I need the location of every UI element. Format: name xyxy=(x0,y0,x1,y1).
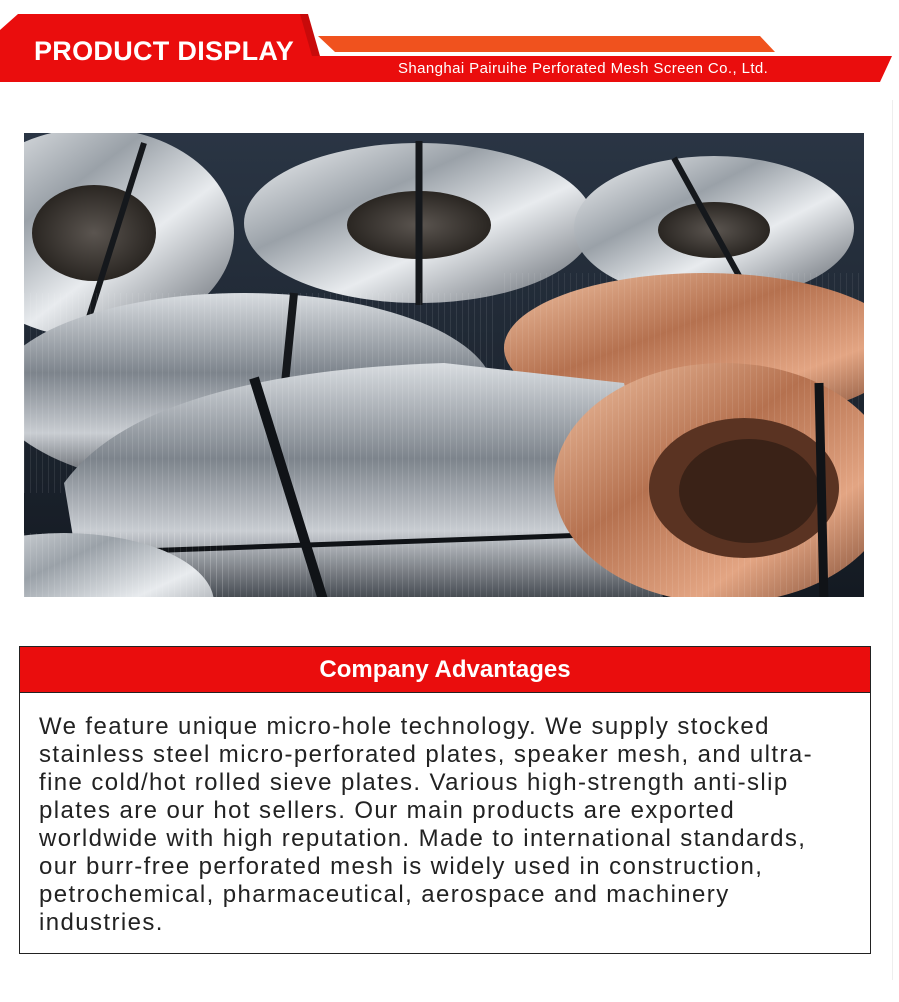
header-banner xyxy=(0,0,899,90)
product-photo xyxy=(24,133,864,597)
advantages-text: We feature unique micro-hole technology. We supply stocked stainless steel micro-perforated plates, speaker mesh, and ultra-fine cold/hot rolled sieve plates. Various high-strength anti-slip plates are our hot sellers. Our main products are exported worldwide with high reputation. Made to international standards, our burr-free perforated mesh is widely used in construction, petrochemical, pharmaceutical, aerospace and machinery industries. xyxy=(39,713,813,936)
advantages-panel xyxy=(19,693,871,954)
company-name: Shanghai Pairuihe Perforated Mesh Screen Co., Ltd. xyxy=(398,60,769,77)
page-divider xyxy=(892,100,893,980)
coil-illustration xyxy=(24,133,864,597)
page-title: PRODUCT DISPLAY xyxy=(34,36,295,66)
advantages-title: Company Advantages xyxy=(19,646,871,693)
